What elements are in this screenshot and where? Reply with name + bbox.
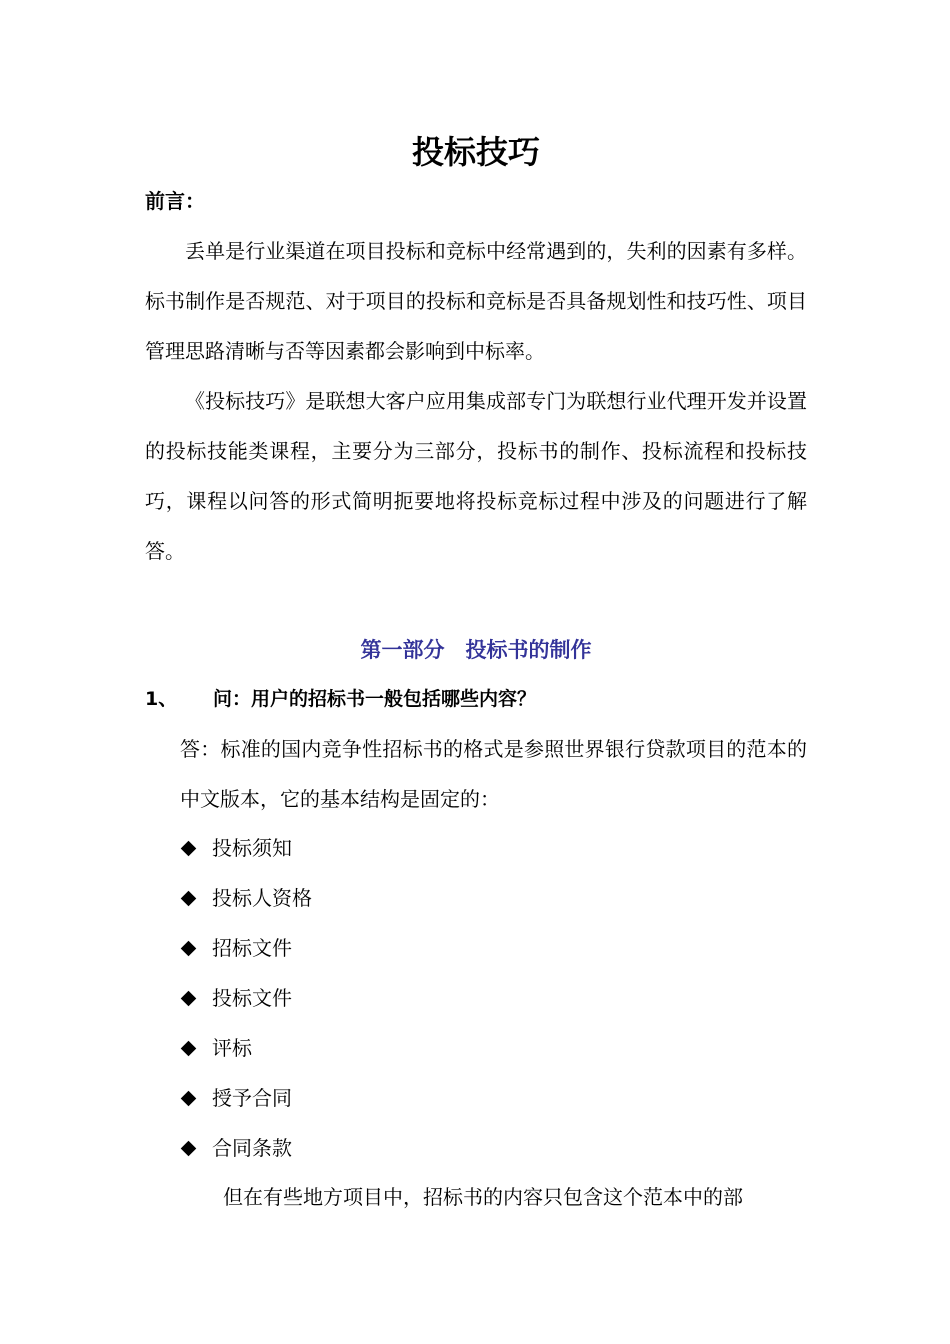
diamond-bullet-icon bbox=[181, 1140, 197, 1156]
diamond-bullet-icon bbox=[181, 940, 197, 956]
list-item-text: 投标须知 bbox=[212, 836, 292, 860]
section-heading: 第一部分 投标书的制作 bbox=[360, 638, 592, 662]
preface-paragraph-2: 《投标技巧》是联想大客户应用集成部专门为联想行业代理开发并设置的投标技能类课程，主要分为三部分，投标书的制作、投标流程和投标技巧，课程以问答的形式简明扼要地将投标竞标过程中涉及的问题进行了解答。 bbox=[145, 389, 807, 563]
diamond-bullet-icon bbox=[181, 890, 197, 906]
preface-paragraph-1: 丢单是行业渠道在项目投标和竞标中经常遇到的，失利的因素有多样。标书制作是否规范、对于项目的投标和竞标是否具备规划性和技巧性、项目管理思路清晰与否等因素都会影响到中标率。 bbox=[145, 239, 807, 363]
list-item bbox=[180, 1123, 312, 1173]
list-item bbox=[180, 973, 312, 1023]
diamond-bullet-icon bbox=[181, 840, 197, 856]
bullet-list bbox=[180, 823, 312, 1173]
document-title: 投标技巧 bbox=[411, 133, 540, 171]
list-item-text: 招标文件 bbox=[212, 936, 292, 960]
diamond-bullet-icon bbox=[181, 1040, 197, 1056]
list-item-text: 合同条款 bbox=[212, 1136, 292, 1160]
preface-label: 前言： bbox=[145, 189, 205, 213]
list-item bbox=[180, 873, 312, 923]
question-text: 问：用户的招标书一般包括哪些内容？ bbox=[213, 688, 537, 710]
continuation-paragraph: 但在有些地方项目中，招标书的内容只包含这个范本中的部 bbox=[223, 1185, 743, 1209]
list-item-text: 授予合同 bbox=[212, 1086, 292, 1110]
list-item bbox=[180, 1073, 312, 1123]
diamond-bullet-icon bbox=[181, 990, 197, 1006]
list-item bbox=[180, 923, 312, 973]
question-number: 1、 bbox=[145, 688, 178, 710]
list-item-text: 投标文件 bbox=[212, 986, 292, 1010]
question-1 bbox=[145, 674, 807, 724]
list-item-text: 投标人资格 bbox=[212, 886, 312, 910]
list-item bbox=[180, 823, 312, 873]
list-item-text: 评标 bbox=[212, 1036, 252, 1060]
list-item bbox=[180, 1023, 312, 1073]
answer-text: 答：标准的国内竞争性招标书的格式是参照世界银行贷款项目的范本的中文版本，它的基本结构是固定的： bbox=[180, 737, 807, 811]
diamond-bullet-icon bbox=[181, 1090, 197, 1106]
